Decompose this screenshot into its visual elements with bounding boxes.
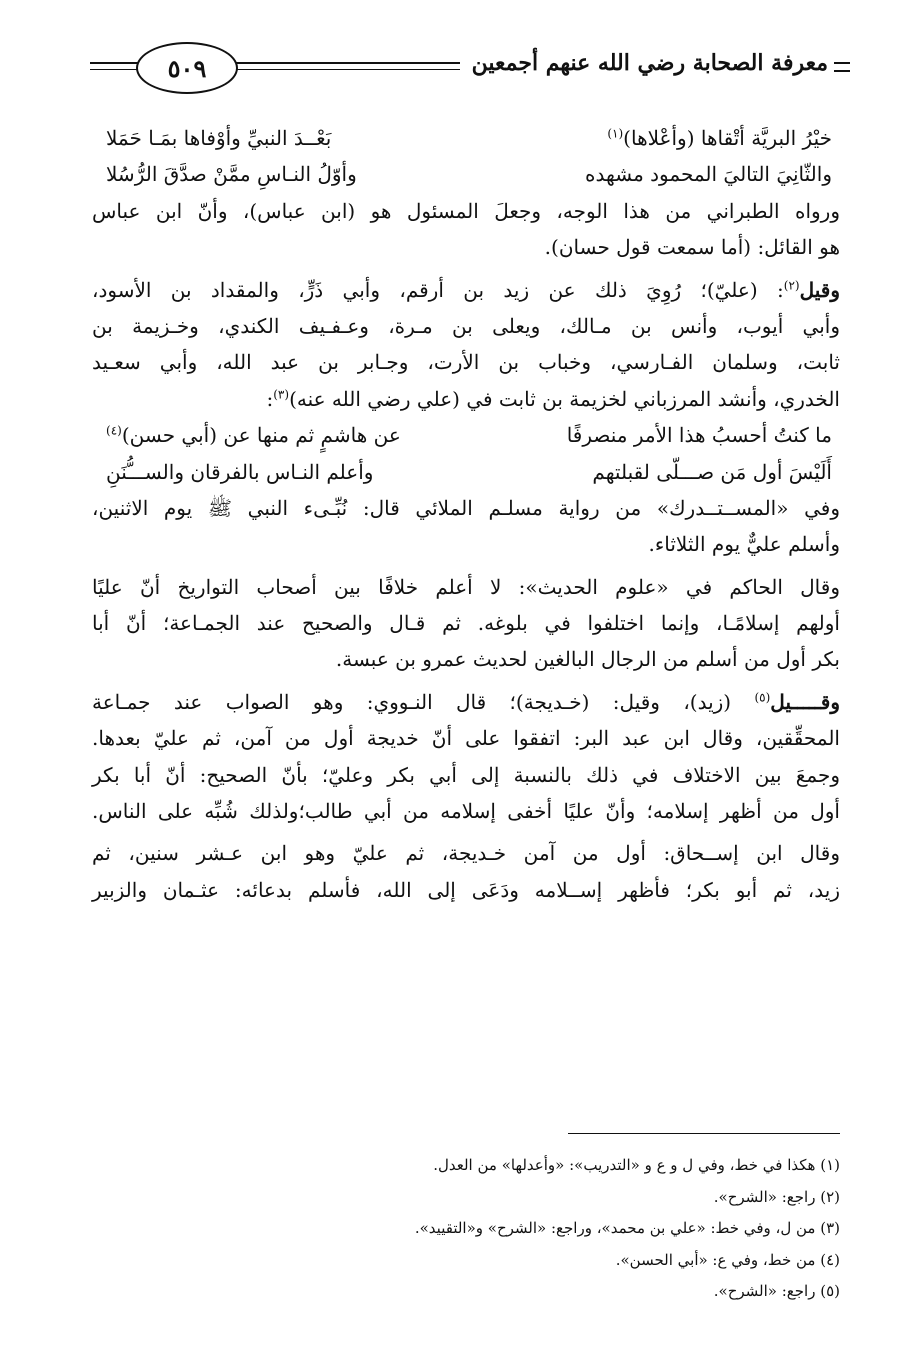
verse-hemistich: أَلَيْسَ أول مَن صـــلّى لقبلتهم (592, 459, 832, 484)
verse-hemistich: خيْرُ البريَّة أتْقاها (وأعْلاها)$^{(١)}$ (607, 126, 832, 150)
verse-line (92, 454, 840, 490)
paragraph-line: الخدري، وأنشد المرزباني لخزيمة بن ثابت في (علي رضي الله عنه)$^{(٣)}$: (266, 386, 840, 411)
verse-hemistich: بَعْــدَ النبيِّ وأوْفاها بمَـا حَمَلا (106, 126, 332, 150)
footnote: (٥) راجع: «الشرح». (713, 1282, 840, 1300)
paragraph-line: ورواه الطبراني من هذا الوجه، وجعلَ المسئول هو (ابن عباس)، وأنّ ابن عباس (92, 198, 840, 223)
paragraph-line: بكر أول من أسلم من الرجال البالغين لحديث عمرو بن عبسة. (335, 647, 840, 672)
main-text (92, 120, 840, 908)
paragraph-line: ثابت، وسلمان الفـارسي، وخباب بن الأرت، وجـابر بن عبد الله، وأبي سعـيد (92, 350, 840, 375)
running-title: معرفة الصحابة رضي الله عنهم أجمعين (471, 50, 828, 76)
footnote-ref: (٣) (273, 387, 290, 402)
header-dash (834, 70, 850, 72)
paragraph-line: أولهم إسلامًـا، وإنما اختلفوا في بلوغه. ثم قـال والصحيح عند الجمـاعة؛ أنّ أبا (92, 611, 840, 636)
footnote-ref: (٢) (783, 277, 800, 292)
page-number: ٥٠٩ (136, 42, 238, 94)
header-rule (230, 62, 460, 64)
running-header (90, 40, 850, 104)
footnote-separator (568, 1133, 840, 1134)
verse-hemistich: ما كنتُ أحسبُ هذا الأمر منصرفًا (566, 423, 832, 448)
paragraph-line: وجمعَ بين الاختلاف في ذلك بالنسبة إلى أبي بكر وعليّ؛ بأنّ الصحيح: أنّ أبا بكر (92, 762, 840, 787)
footnotes (92, 1150, 840, 1308)
footnote: (٤) من خط، وفي ع: «أبي الحسن». (615, 1250, 840, 1269)
paragraph-line: وقال ابن إســحاق: أول من آمن خـديجة، ثم عليّ وهو ابن عـشر سنين، ثم (92, 841, 840, 866)
verse-line (92, 156, 840, 192)
paragraph-line: وقـــــيل$^{(٥)}$ (زيد)، وقيل: (خـديجة)؛ قال النـووي: وهو الصواب عند جمـاعة (92, 689, 840, 714)
verse-line (92, 417, 840, 453)
paragraph-lead: وقـــــيل (770, 689, 840, 714)
paragraph-line: أول من أظهر إسلامه؛ وأنّ عليًا أخفى إسلامه من أبي طالب؛ولذلك شُبِّه على الناس. (92, 799, 840, 824)
paragraph-line: المحقِّقين، وقال ابن عبد البر: اتفقوا على أنّ خديجة أول من آمن، ثم عليّ بعدها. (92, 726, 840, 751)
verse-line (92, 120, 840, 156)
footnote-ref: (٥) (754, 690, 771, 705)
footnote: (٢) راجع: «الشرح». (713, 1187, 840, 1206)
paragraph-line: زيد، ثم أبو بكر؛ فأظهر إســلامه ودَعَى إلى الله، فأسلم بدعائه: عثـمان والزبير (92, 877, 840, 902)
paragraph-lead: وقيل (799, 277, 840, 302)
paragraph-line: وقال الحاكم في «علوم الحديث»: لا أعلم خلافًا بين أصحاب التواريخ أنّ عليًا (92, 574, 840, 599)
footnote-ref: (٤) (106, 423, 122, 438)
footnote: (٣) من ل، وفي خط: «علي بن محمد»، وراجع: «الشرح» و«التقييد». (414, 1219, 840, 1237)
verse-hemistich: وأعلم النـاس بالفرقان والســـُّنَنِ (106, 459, 374, 484)
paragraph-line: وفي «المســتــدرك» من رواية مسلـم الملائي قال: نُبِّـىء النبي ﷺ يوم الاثنين، (92, 495, 841, 520)
footnote: (١) هكذا في خط، وفي ل و ع و «التدريب»: «وأعدلها» من العدل. (433, 1156, 840, 1174)
verse-hemistich: وأوّلُ النـاسِ ممَّنْ صدَّقَ الرُّسُلا (106, 162, 357, 187)
paragraph-line: وأبي أيوب، وأنس بن مـالك، ويعلى بن مـرة، وعـفـيف الكندي، وخـزيمة بن (92, 313, 840, 338)
header-dash (834, 62, 850, 64)
footnote-ref: (١) (607, 126, 624, 141)
paragraph-line: هو القائل: (أما سمعت قول حسان). (544, 235, 840, 260)
verse-hemistich: عن هاشمٍ ثم منها عن (أبي حسن)$^{(٤)}$ (106, 423, 401, 448)
header-rule (230, 69, 460, 70)
paragraph-line: وقيل$^{(٢)}$: (عليّ)؛ رُوِيَ ذلك عن زيد بن أرقم، وأبي ذَرٍّ، والمقداد بن الأسود، (92, 277, 840, 302)
verse-hemistich: والثّانِيَ التاليَ المحمود مشهده (585, 162, 832, 187)
paragraph-line: وأسلم عليٌّ يوم الثلاثاء. (648, 532, 840, 557)
